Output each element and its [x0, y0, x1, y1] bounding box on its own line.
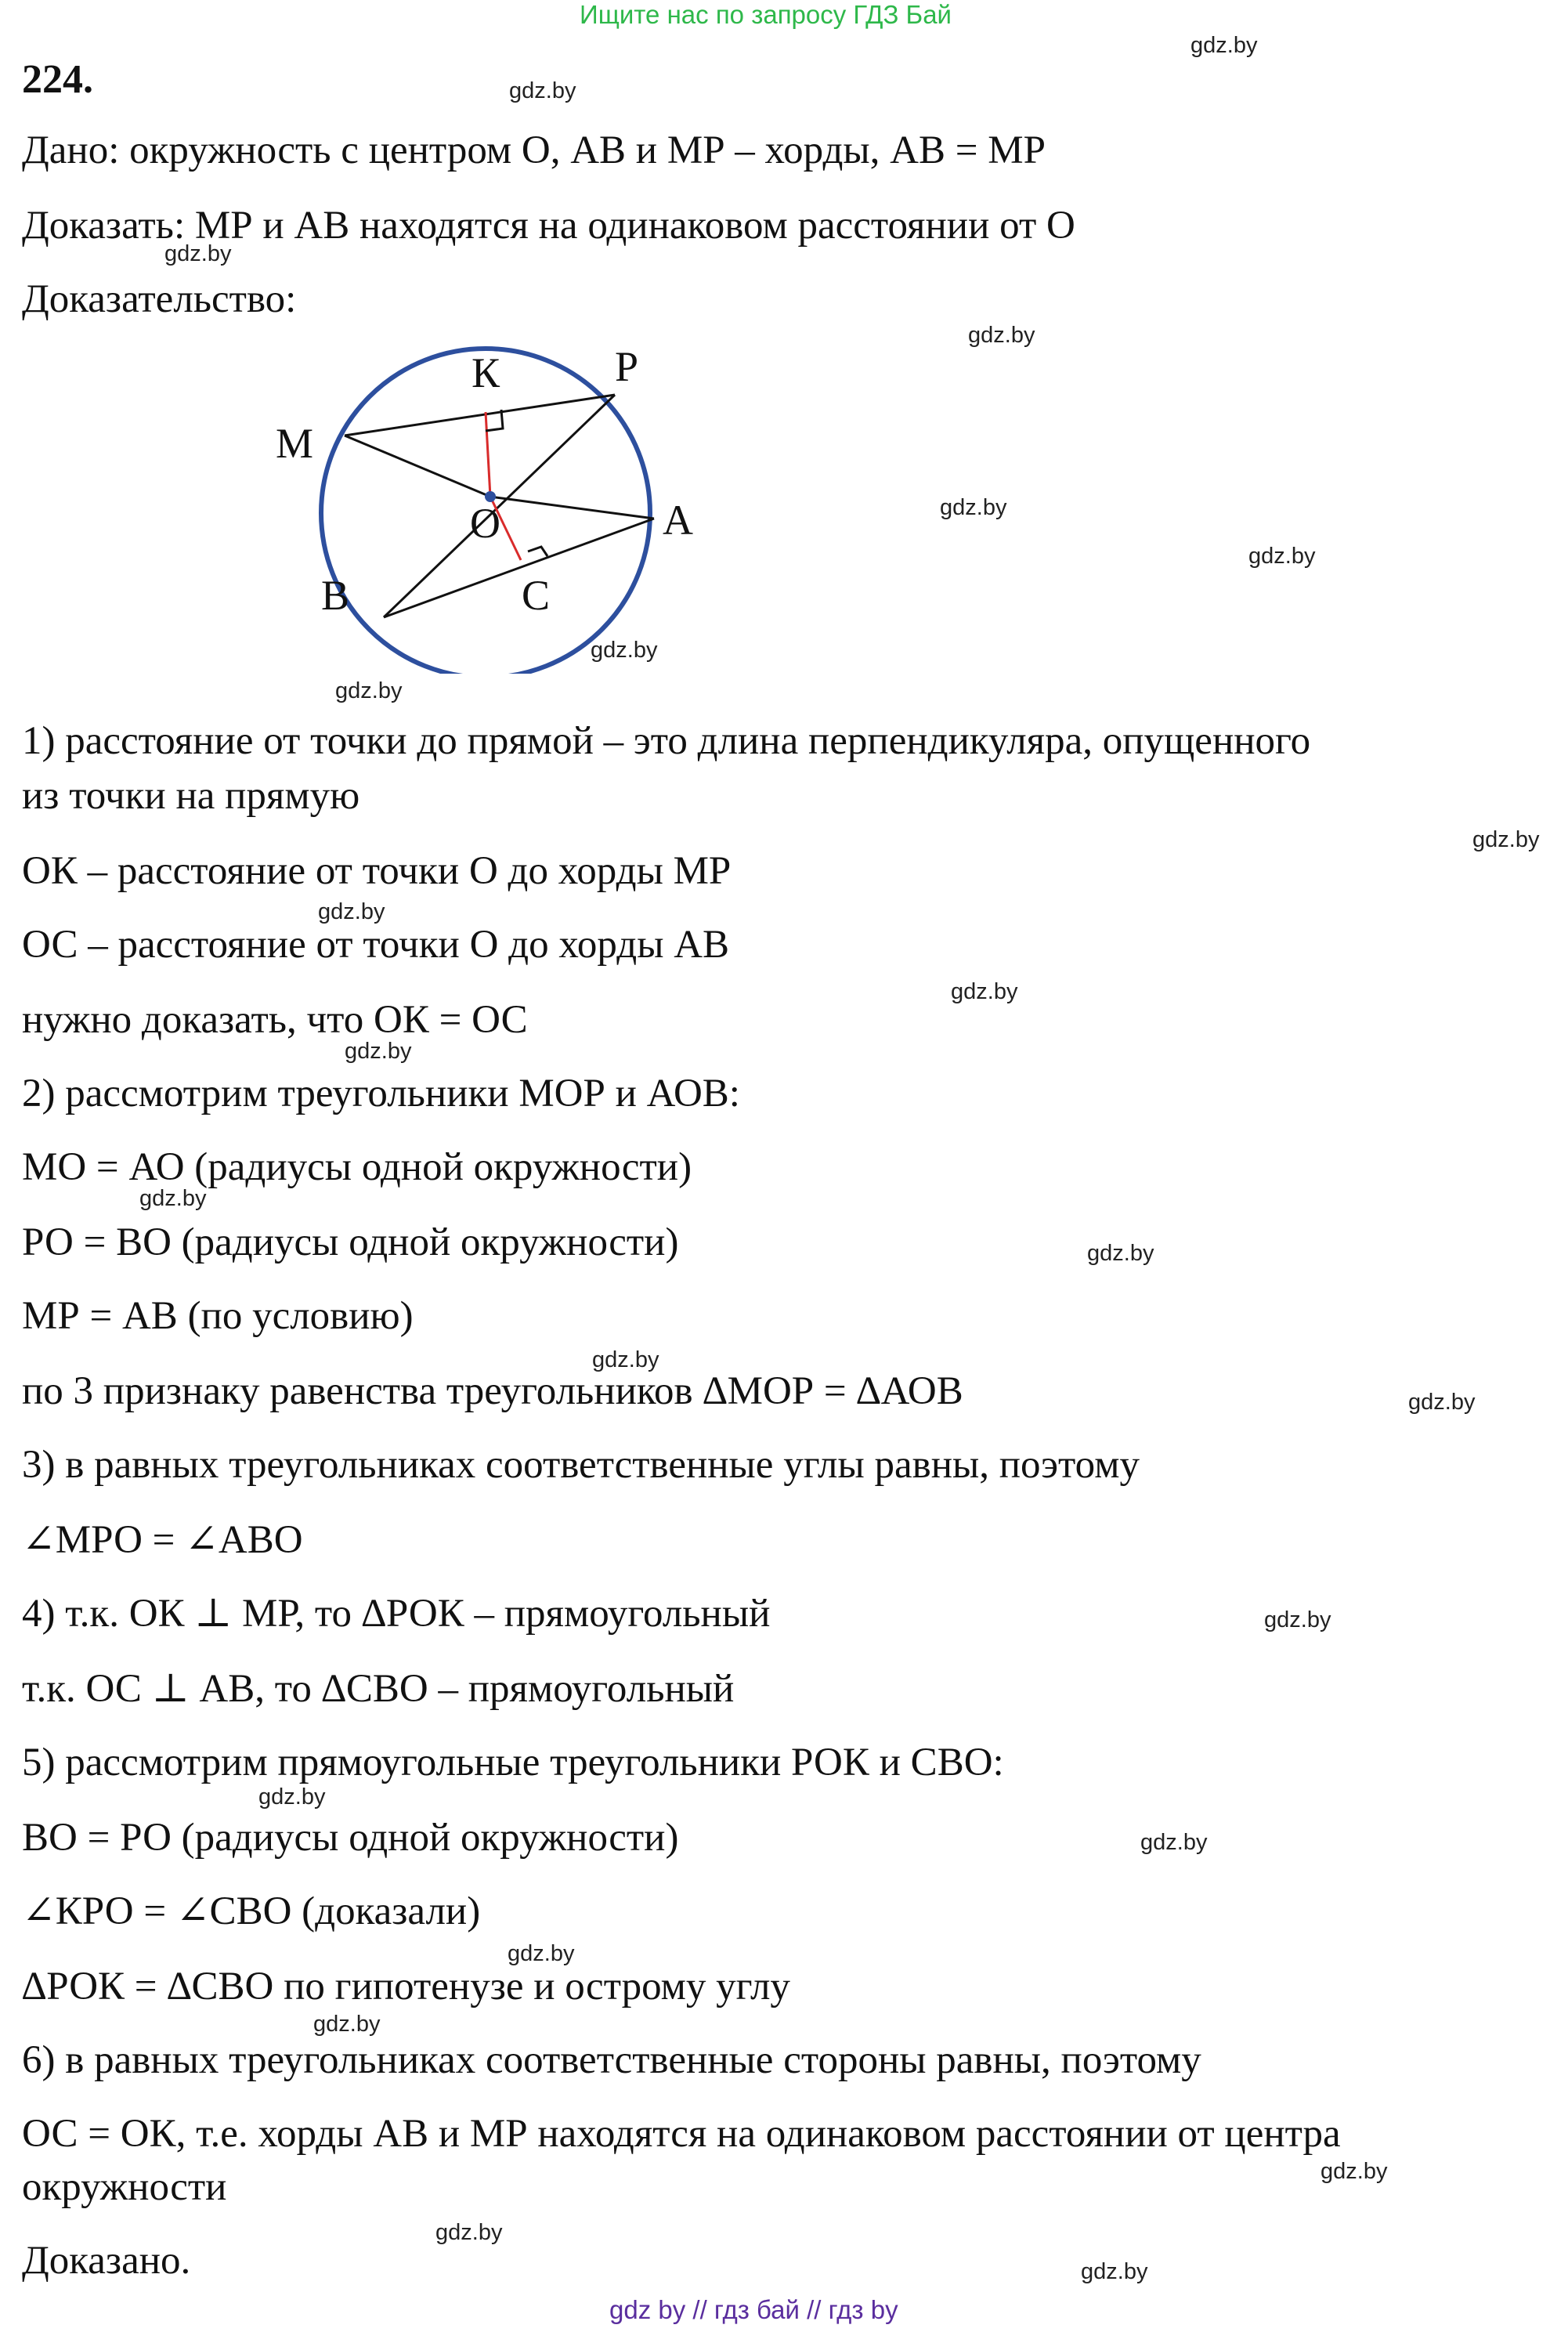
- watermark: gdz.by: [1248, 544, 1316, 569]
- watermark: gdz.by: [509, 78, 576, 103]
- problem-number: 224.: [22, 57, 93, 102]
- chord-AB: [384, 519, 654, 617]
- step-line: 1) расстояние от точки до прямой – это длина перпендикуляра, опущенного: [22, 719, 1311, 763]
- watermark: gdz.by: [508, 1941, 575, 1966]
- watermark: gdz.by: [164, 241, 232, 266]
- step-line: ВО = РО (радиусы одной окружности): [22, 1816, 679, 1860]
- label-A: А: [663, 497, 693, 544]
- watermark: gdz.by: [1408, 1390, 1476, 1415]
- watermark: gdz.by: [258, 1784, 326, 1810]
- proof-heading: Доказательство:: [22, 277, 297, 321]
- watermark: gdz.by: [951, 979, 1018, 1004]
- label-O: О: [470, 500, 500, 547]
- chord-MP: [345, 395, 615, 436]
- given-text: Дано: окружность с центром О, АВ и МР – хорды, АВ = МР: [22, 128, 1046, 172]
- watermark: gdz.by: [1264, 1607, 1331, 1632]
- step-line: Доказано.: [22, 2239, 191, 2283]
- radius-OA: [490, 497, 654, 519]
- watermark: gdz.by: [1087, 1241, 1154, 1266]
- watermark: gdz.by: [313, 2012, 381, 2037]
- step-line: т.к. ОС ⊥ АВ, то ∆СВО – прямоугольный: [22, 1667, 735, 1711]
- label-B: В: [321, 572, 350, 619]
- footer-links[interactable]: gdz by // гдз бай // гдз by: [609, 2295, 898, 2324]
- label-K: К: [471, 349, 500, 396]
- step-line: ОК – расстояние от точки О до хорды МР: [22, 849, 732, 893]
- step-line: ∠МРО = ∠АВО: [22, 1518, 303, 1562]
- step-line: по 3 признаку равенства треугольников ∆МОР = ∆АОВ: [22, 1369, 963, 1413]
- label-M: М: [276, 420, 314, 467]
- watermark: gdz.by: [318, 899, 385, 924]
- perpendicular-OK: [486, 412, 490, 497]
- watermark: gdz.by: [345, 1039, 412, 1064]
- step-line: 6) в равных треугольниках соответственные стороны равны, поэтому: [22, 2038, 1201, 2082]
- right-angle-C: [528, 547, 547, 556]
- step-line: РО = ВО (радиусы одной окружности): [22, 1220, 679, 1264]
- step-line: из точки на прямую: [22, 774, 360, 818]
- watermark: gdz.by: [968, 323, 1035, 348]
- watermark: gdz.by: [435, 2220, 503, 2245]
- prove-text: Доказать: МР и АВ находятся на одинаковом расстоянии от О: [22, 204, 1075, 248]
- step-line: 3) в равных треугольниках соответственные углы равны, поэтому: [22, 1443, 1140, 1487]
- step-line: ОС = ОК, т.е. хорды АВ и МР находятся на одинаковом расстоянии от центра: [22, 2112, 1341, 2156]
- step-line: МО = АО (радиусы одной окружности): [22, 1145, 692, 1189]
- step-line: 2) рассмотрим треугольники МОР и АОВ:: [22, 1072, 740, 1115]
- geometry-figure: [258, 321, 744, 674]
- watermark: gdz.by: [591, 638, 658, 663]
- label-C: С: [522, 572, 551, 619]
- watermark: gdz.by: [1140, 1830, 1208, 1855]
- top-banner[interactable]: Ищите нас по запросу ГДЗ Бай: [580, 0, 952, 29]
- step-line: 4) т.к. ОК ⊥ МР, то ∆РОК – прямоугольный: [22, 1592, 771, 1636]
- watermark: gdz.by: [592, 1347, 659, 1372]
- step-line: ∠КРО = ∠СВО (доказали): [22, 1889, 481, 1933]
- watermark: gdz.by: [1190, 33, 1258, 58]
- watermark: gdz.by: [1321, 2159, 1388, 2184]
- watermark: gdz.by: [139, 1186, 207, 1211]
- step-line: нужно доказать, что ОК = ОС: [22, 998, 528, 1042]
- step-line: ОС – расстояние от точки О до хорды АВ: [22, 923, 730, 967]
- watermark: gdz.by: [1472, 827, 1540, 852]
- watermark: gdz.by: [335, 678, 403, 703]
- watermark: gdz.by: [940, 495, 1007, 520]
- radius-OM: [345, 436, 490, 497]
- label-P: Р: [615, 343, 639, 390]
- step-line: ∆РОК = ∆СВО по гипотенузе и острому углу: [22, 1965, 790, 2008]
- step-line: 5) рассмотрим прямоугольные треугольники РОК и СВО:: [22, 1741, 1004, 1784]
- step-line: МР = АВ (по условию): [22, 1294, 414, 1338]
- watermark: gdz.by: [1081, 2259, 1148, 2284]
- step-line: окружности: [22, 2165, 227, 2209]
